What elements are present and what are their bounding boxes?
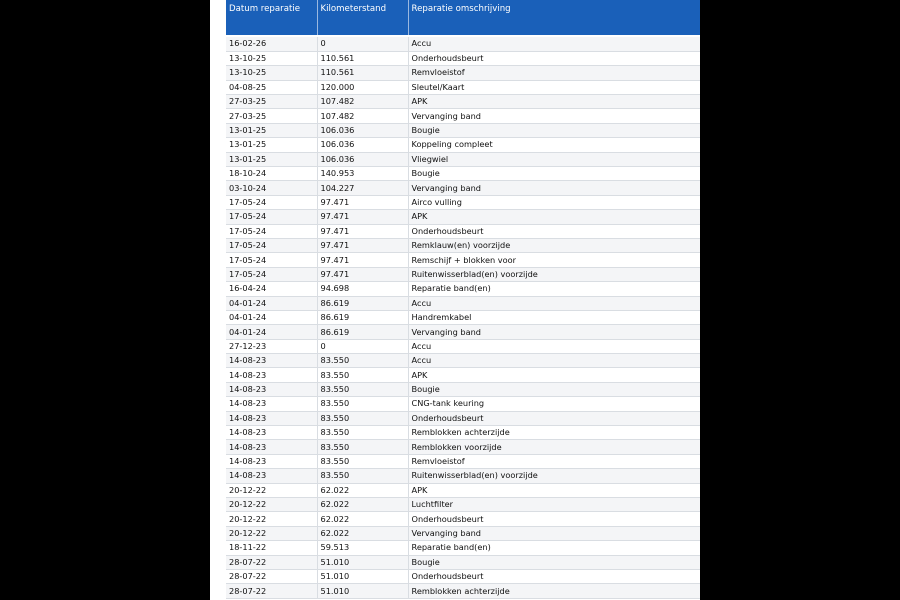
cell-omschrijving: Remblokken achterzijde: [408, 426, 700, 440]
cell-omschrijving: Remklauw(en) voorzijde: [408, 238, 700, 252]
cell-omschrijving: Accu: [408, 339, 700, 353]
cell-omschrijving: Sleutel/Kaart: [408, 80, 700, 94]
cell-omschrijving: Reparatie band(en): [408, 541, 700, 555]
table-row: [226, 541, 700, 555]
cell-kilometerstand: 62.022: [317, 483, 408, 497]
cell-datum: 04-08-25: [226, 80, 317, 94]
cell-omschrijving: Reparatie band(en): [408, 282, 700, 296]
cell-datum: 13-01-25: [226, 138, 317, 152]
cell-kilometerstand: 110.561: [317, 51, 408, 65]
table-row: [226, 95, 700, 109]
cell-omschrijving: Bougie: [408, 555, 700, 569]
header-kilometerstand: Kilometerstand: [317, 0, 408, 35]
cell-datum: 20-12-22: [226, 498, 317, 512]
cell-datum: 14-08-23: [226, 411, 317, 425]
cell-datum: 28-07-22: [226, 569, 317, 583]
cell-datum: 13-10-25: [226, 51, 317, 65]
cell-kilometerstand: 86.619: [317, 310, 408, 324]
cell-kilometerstand: 51.010: [317, 555, 408, 569]
cell-omschrijving: Bougie: [408, 123, 700, 137]
cell-omschrijving: Handremkabel: [408, 310, 700, 324]
cell-omschrijving: Onderhoudsbeurt: [408, 512, 700, 526]
cell-omschrijving: Ruitenwisserblad(en) voorzijde: [408, 267, 700, 281]
cell-omschrijving: Vervanging band: [408, 325, 700, 339]
table-row: [226, 167, 700, 181]
table-row: [226, 440, 700, 454]
cell-omschrijving: Remblokken voorzijde: [408, 440, 700, 454]
table-row: [226, 181, 700, 195]
document-page: [210, 0, 700, 600]
cell-kilometerstand: 0: [317, 339, 408, 353]
table-body: [226, 35, 700, 598]
cell-kilometerstand: 51.010: [317, 584, 408, 598]
table-row: [226, 382, 700, 396]
cell-kilometerstand: 83.550: [317, 469, 408, 483]
cell-datum: 04-01-24: [226, 296, 317, 310]
cell-kilometerstand: 120.000: [317, 80, 408, 94]
cell-datum: 14-08-23: [226, 469, 317, 483]
table-row: [226, 109, 700, 123]
table-row: [226, 152, 700, 166]
cell-datum: 27-12-23: [226, 339, 317, 353]
cell-omschrijving: Koppeling compleet: [408, 138, 700, 152]
cell-omschrijving: Luchtfilter: [408, 498, 700, 512]
table-row: [226, 454, 700, 468]
cell-kilometerstand: 97.471: [317, 210, 408, 224]
cell-datum: 04-01-24: [226, 310, 317, 324]
table-row: [226, 80, 700, 94]
cell-datum: 03-10-24: [226, 181, 317, 195]
cell-datum: 14-08-23: [226, 354, 317, 368]
cell-kilometerstand: 97.471: [317, 195, 408, 209]
cell-omschrijving: Remschijf + blokken voor: [408, 253, 700, 267]
table-row: [226, 483, 700, 497]
cell-datum: 04-01-24: [226, 325, 317, 339]
table-row: [226, 397, 700, 411]
cell-kilometerstand: 106.036: [317, 123, 408, 137]
table-row: [226, 138, 700, 152]
table-row: [226, 368, 700, 382]
cell-omschrijving: Ruitenwisserblad(en) voorzijde: [408, 469, 700, 483]
cell-kilometerstand: 83.550: [317, 354, 408, 368]
cell-omschrijving: Vervanging band: [408, 181, 700, 195]
cell-datum: 20-12-22: [226, 512, 317, 526]
cell-kilometerstand: 106.036: [317, 138, 408, 152]
cell-kilometerstand: 83.550: [317, 411, 408, 425]
cell-omschrijving: Accu: [408, 354, 700, 368]
cell-kilometerstand: 62.022: [317, 498, 408, 512]
cell-omschrijving: Vervanging band: [408, 109, 700, 123]
cell-kilometerstand: 0: [317, 37, 408, 51]
cell-omschrijving: APK: [408, 210, 700, 224]
cell-datum: 14-08-23: [226, 397, 317, 411]
cell-omschrijving: Onderhoudsbeurt: [408, 411, 700, 425]
table-row: [226, 267, 700, 281]
cell-omschrijving: Accu: [408, 37, 700, 51]
cell-omschrijving: Airco vulling: [408, 195, 700, 209]
cell-kilometerstand: 83.550: [317, 454, 408, 468]
table-row: [226, 37, 700, 51]
table-row: [226, 555, 700, 569]
cell-omschrijving: Accu: [408, 296, 700, 310]
cell-kilometerstand: 97.471: [317, 238, 408, 252]
repair-history-table: [226, 0, 700, 599]
table-row: [226, 296, 700, 310]
table-row: [226, 210, 700, 224]
cell-kilometerstand: 106.036: [317, 152, 408, 166]
header-row: [226, 0, 700, 35]
cell-omschrijving: Remvloeistof: [408, 454, 700, 468]
cell-kilometerstand: 83.550: [317, 440, 408, 454]
cell-datum: 14-08-23: [226, 368, 317, 382]
table-row: [226, 411, 700, 425]
cell-omschrijving: Onderhoudsbeurt: [408, 569, 700, 583]
cell-kilometerstand: 104.227: [317, 181, 408, 195]
table-row: [226, 512, 700, 526]
cell-omschrijving: APK: [408, 483, 700, 497]
table-row: [226, 123, 700, 137]
cell-kilometerstand: 97.471: [317, 253, 408, 267]
cell-kilometerstand: 140.953: [317, 167, 408, 181]
cell-kilometerstand: 83.550: [317, 368, 408, 382]
cell-kilometerstand: 83.550: [317, 397, 408, 411]
cell-kilometerstand: 83.550: [317, 426, 408, 440]
cell-datum: 16-02-26: [226, 37, 317, 51]
cell-kilometerstand: 107.482: [317, 95, 408, 109]
cell-kilometerstand: 110.561: [317, 66, 408, 80]
table-row: [226, 282, 700, 296]
cell-datum: 20-12-22: [226, 483, 317, 497]
cell-datum: 17-05-24: [226, 238, 317, 252]
cell-datum: 17-05-24: [226, 267, 317, 281]
cell-datum: 28-07-22: [226, 584, 317, 598]
cell-kilometerstand: 83.550: [317, 382, 408, 396]
cell-datum: 14-08-23: [226, 454, 317, 468]
table-row: [226, 584, 700, 598]
table-row: [226, 569, 700, 583]
cell-kilometerstand: 97.471: [317, 267, 408, 281]
cell-datum: 20-12-22: [226, 526, 317, 540]
cell-kilometerstand: 107.482: [317, 109, 408, 123]
cell-omschrijving: Onderhoudsbeurt: [408, 224, 700, 238]
header-datum-reparatie: Datum reparatie: [226, 0, 317, 35]
cell-datum: 14-08-23: [226, 440, 317, 454]
cell-kilometerstand: 62.022: [317, 512, 408, 526]
table-row: [226, 426, 700, 440]
table-row: [226, 66, 700, 80]
cell-omschrijving: APK: [408, 368, 700, 382]
cell-kilometerstand: 97.471: [317, 224, 408, 238]
cell-kilometerstand: 86.619: [317, 325, 408, 339]
table-row: [226, 253, 700, 267]
cell-datum: 17-05-24: [226, 224, 317, 238]
cell-omschrijving: Bougie: [408, 167, 700, 181]
cell-datum: 27-03-25: [226, 109, 317, 123]
table-row: [226, 325, 700, 339]
table-row: [226, 310, 700, 324]
cell-datum: 17-05-24: [226, 210, 317, 224]
table-row: [226, 339, 700, 353]
table-row: [226, 224, 700, 238]
cell-datum: 28-07-22: [226, 555, 317, 569]
table-row: [226, 51, 700, 65]
cell-kilometerstand: 51.010: [317, 569, 408, 583]
table-row: [226, 469, 700, 483]
table-row: [226, 195, 700, 209]
cell-omschrijving: Remvloeistof: [408, 66, 700, 80]
cell-datum: 18-11-22: [226, 541, 317, 555]
table-row: [226, 498, 700, 512]
cell-omschrijving: APK: [408, 95, 700, 109]
cell-omschrijving: CNG-tank keuring: [408, 397, 700, 411]
cell-omschrijving: Remblokken achterzijde: [408, 584, 700, 598]
cell-datum: 17-05-24: [226, 195, 317, 209]
cell-datum: 18-10-24: [226, 167, 317, 181]
cell-kilometerstand: 59.513: [317, 541, 408, 555]
cell-kilometerstand: 94.698: [317, 282, 408, 296]
cell-omschrijving: Vliegwiel: [408, 152, 700, 166]
cell-kilometerstand: 86.619: [317, 296, 408, 310]
cell-datum: 13-01-25: [226, 152, 317, 166]
cell-omschrijving: Bougie: [408, 382, 700, 396]
cell-omschrijving: Onderhoudsbeurt: [408, 51, 700, 65]
cell-datum: 14-08-23: [226, 426, 317, 440]
cell-kilometerstand: 62.022: [317, 526, 408, 540]
cell-datum: 27-03-25: [226, 95, 317, 109]
cell-datum: 14-08-23: [226, 382, 317, 396]
table-header: [226, 0, 700, 35]
cell-omschrijving: Vervanging band: [408, 526, 700, 540]
cell-datum: 13-10-25: [226, 66, 317, 80]
table-row: [226, 354, 700, 368]
table-row: [226, 238, 700, 252]
header-reparatie-omschrijving: Reparatie omschrijving: [408, 0, 700, 35]
cell-datum: 17-05-24: [226, 253, 317, 267]
cell-datum: 13-01-25: [226, 123, 317, 137]
table-row: [226, 526, 700, 540]
cell-datum: 16-04-24: [226, 282, 317, 296]
